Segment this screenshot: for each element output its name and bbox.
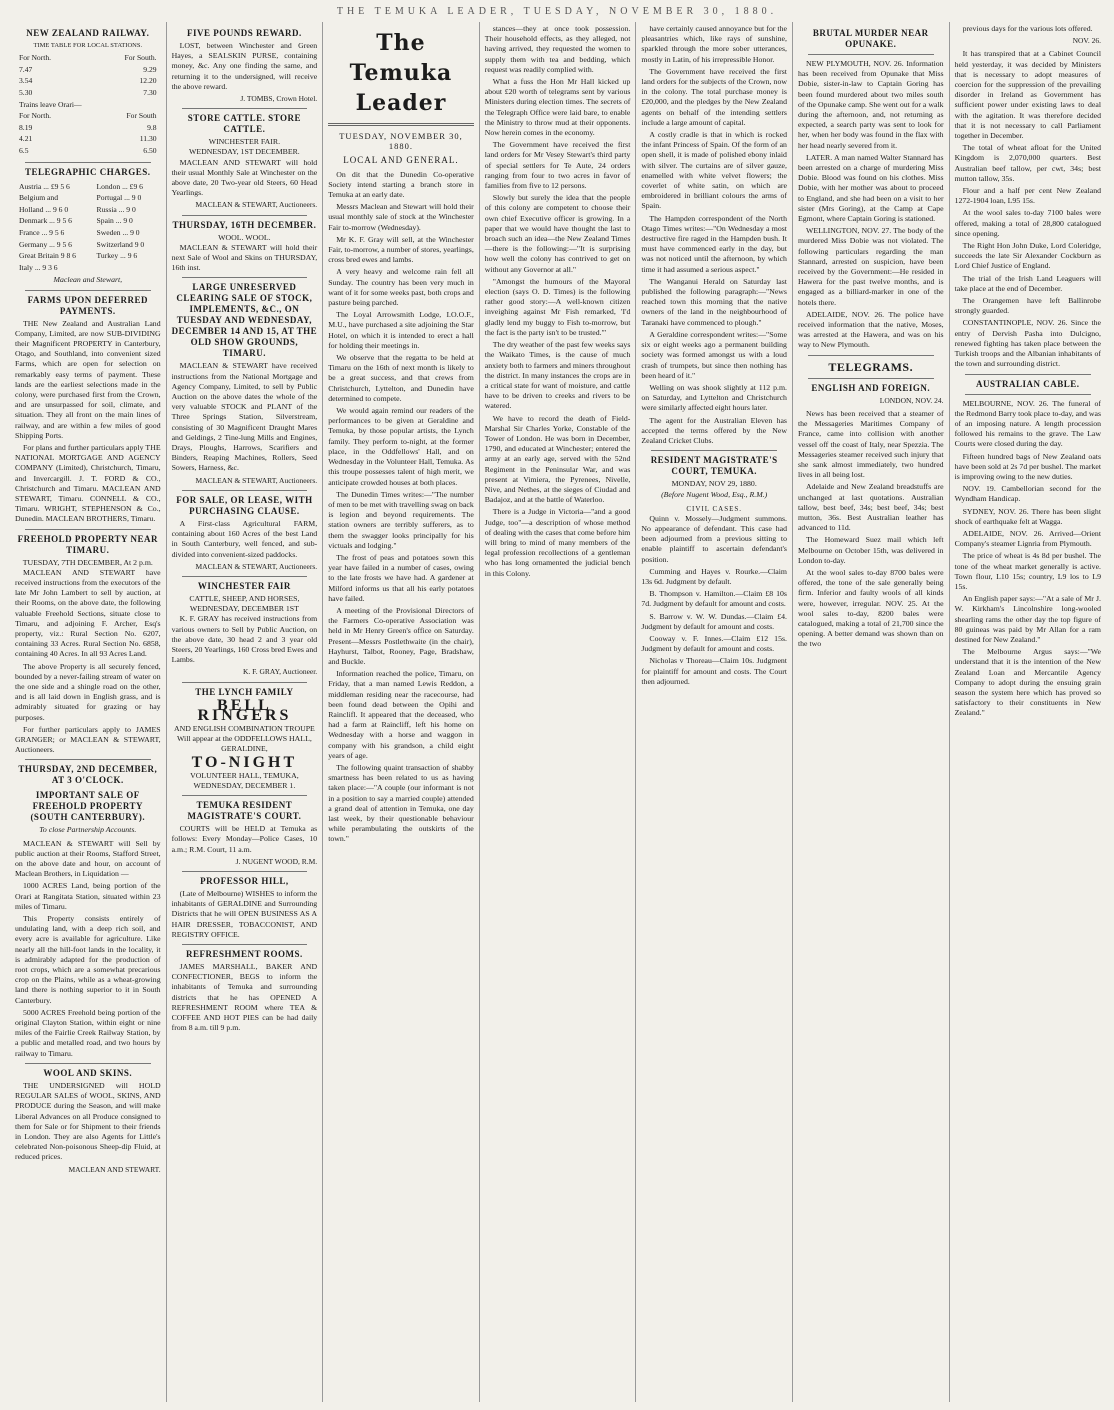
wed-date: WEDNESDAY, 1ST DECEMBER.	[189, 147, 300, 157]
acres-body: This Property consists entirely of undulating land, with a deep rich soil, and every acre is available for agriculture. Like nearly all the hill-foot lands in the locality, it is admirably adapted for the production of root crops, which are a somewhat precarious crop on the Plains, while as a wheat-growing land there is nothing superior to it in South Canterbury.	[15, 914, 161, 1005]
article-paragraph: ADELAIDE, NOV. 26. Arrived—Orient Company's steamer Lignria from Plymouth.	[954, 528, 1101, 549]
column-6	[793, 22, 950, 1402]
article-paragraph: The following quaint transaction of shabby smartness has been related to us as having taken place:—"A couple (our informant is not in a position to say a married couple) attended a grand deal of attention in Temuka, one day last week, by their questionable behaviour while perambulating the outskirts of the town."	[328, 762, 474, 844]
court-case: S. Barrow v. W. W. Dundas.—Claim £4. Judgment by default for amount and costs.	[641, 611, 787, 631]
article-paragraph: Mr K. F. Gray will sell, at the Winchester Fair, to-morrow, a number of stores, yearlings, cross bred ewes and lambs.	[328, 234, 474, 265]
telegraph-cell: Switzerland 9 0	[96, 239, 145, 249]
article-paragraph: We would again remind our readers of the performances to be given at Geraldine and Temuka, by those popular artists, the Lynch family. They perform to-night, at the former place, in the Oddfellows' Hall, and on Wednesday in the Volunteer Hall, Temuka. As this troupe possesses talent of high merit, we anticipate crowded houses at both places.	[328, 406, 474, 487]
article-paragraph: A Geraldine correspondent writes:—"Some six or eight weeks ago a permanent building society was formed amongst us with a loud crash of trumpets, but since then nothing has been heard of it."	[641, 329, 787, 380]
article-paragraph: NEW PLYMOUTH, NOV. 26. Information has been received from Opunake that Miss Dobie, sister-in-law to Captain Goring has been found murdered about two miles south of the Opunake camp. She went out for a walk during the afternoon, and, not returning as expected, a search party was sent to look for her, when her body was found in the flax with her head nearly severed from it.	[797, 59, 944, 150]
timetable-cell: 6.5	[19, 145, 29, 155]
article-paragraph: The Government have received the first land orders for the subjects of the Crown, now in the colony. The total purchase money is £20,000, and the pledges by the New Zealand agents on behalf of the intending settlers include a large amount of capital.	[641, 66, 787, 127]
nov26-dateline: NOV. 26.	[1072, 36, 1101, 46]
partnership-body: MACLEAN & STEWART will Sell by public auction at their Rooms, Stafford Street, on the above date and hour, on account of Maclean Brothers, in Liquidation —	[15, 838, 161, 879]
court-case: Nicholas v Thoreau—Claim 10s. Judgment for plaintiff for amount and costs. The Court then adjourned.	[641, 656, 787, 686]
article-paragraph: Fifteen hundred bags of New Zealand oats have been sold at 2s 7d per bushel. The market is improving owing to the new duties.	[954, 451, 1101, 481]
article-paragraph: The Wanganui Herald on Saturday last published the following paragraph:—"News reached town this morning that the native owners of the land in the neighbourhood of Taranaki have commenced to plough."	[641, 276, 787, 327]
column-1	[10, 22, 167, 1402]
telegraph-cell: Holland ... 9 6 0	[19, 204, 69, 214]
to-night: TO-NIGHT	[191, 753, 298, 771]
article-paragraph: The Melbourne Argus says:—"We understand that it is the intention of the New Zealand Loan and Mercantile Agency Company to adopt during the ensuing grain season the system here which has proved so satisfactory to their constituents in New Zealand."	[954, 647, 1101, 718]
rm-court-title: TEMUKA RESIDENT MAGISTRATE'S COURT.	[187, 800, 302, 822]
forsale-title: FOR SALE, OR LEASE, WITH PURCHASING CLAUSE.	[176, 494, 313, 516]
court-case: Cooway v. F. Innes.—Claim £12 15s. Judgment by default for amount and costs.	[641, 633, 787, 654]
timetable-cell	[110, 100, 159, 110]
telegraph-cell: Portugal ... 9 0	[96, 193, 142, 203]
column-4	[480, 22, 637, 1402]
telegraph-cell: Denmark ... 9 5 6	[19, 216, 72, 226]
reward-title: FIVE POUNDS REWARD.	[187, 28, 302, 38]
reward-body: LOST, between Winchester and Green Hayes, a SEALSKIN PURSE, containing money, &c. Any one finding the same, and returning it to the undersigned, will receive the above reward.	[171, 41, 318, 91]
article-paragraph: The Orangemen have left Ballinrobe strongly guarded.	[954, 296, 1101, 316]
professor-hill: PROFESSOR HILL,	[200, 875, 289, 886]
clearing-signature: MACLEAN & STEWART, Auctioneers.	[195, 475, 318, 485]
court-date: MONDAY, NOV 29, 1880.	[671, 479, 757, 489]
freehold-apply: For further particulars apply to JAMES GRANGER; or MACLEAN & STEWART, Auctioneers.	[15, 724, 161, 755]
rm-court-signature: J. NUGENT WOOD, R.M.	[235, 856, 318, 866]
article-paragraph: Slowly but surely the idea that the people of this colony are competent to choose their own chief Executive officer is growing. In a paper that we would have thought the last to broach such an idea—the New Zealand Times—there is the following:—"It is surprising how well the colony has contrived to get on without any Governor at all."	[484, 193, 631, 274]
timetable-cell: 9.8	[147, 122, 157, 132]
murder-title: BRUTAL MURDER NEAR OPUNAKE.	[812, 28, 929, 49]
gray-body: K. F. GRAY has received instructions from various owners to Sell by Public Auction, on the above date, 30 head 2 and 3 year old Steers, 20 Yearlings, 160 Cross bred Ewes and Lambs.	[171, 614, 318, 665]
telegraph-title: TELEGRAPHIC CHARGES.	[25, 166, 151, 177]
agents-line: Maclean and Stewart,	[53, 275, 123, 285]
article-paragraph: WELLINGTON, NOV. 27. The body of the murdered Miss Dobie was not violated. The following particulars regarding the man Stannard, arrested on suspicion, have been received by the Government:—He resided in Hawera for the past twelve months, and is engaged as a billiard-marker in one of the hotels there.	[797, 226, 944, 307]
column-5	[636, 22, 793, 1402]
article-paragraph: have certainly caused annoyance but for the pleasantries which, like rays of sunshine, sparkled through the more sober utterances, mostly in Latin, of his irrepressible Honor.	[641, 24, 787, 64]
article-paragraph: The price of wheat is 4s 8d per bushel. The tone of the wheat market generally is active. Town flour, L10 15s; country, L9 los to L9 15s.	[954, 551, 1101, 591]
farms-contact: For plans and further particulars apply THE NATIONAL MORTGAGE AND AGENCY COMPANY (Limited), Christchurch, Timaru, and Invercargill. J. T. FORD & CO., Christchurch and Timaru. MACLEAN AND STEWART, Timaru. CONNELL & CO., Timaru. WRIGHT, STEPHENSON & Co., Dunedin. MACLEAN BROTHERS, Timaru.	[15, 442, 161, 524]
rm-court-body: COURTS will be HELD at Temuka as follows: Every Monday—Police Cases, 10 a.m.; R.M. Court, 11 a.m.	[171, 824, 318, 854]
article-paragraph: Adelaide and New Zealand breadstuffs are unchanged at last quotations. Australian tallow, best beef, 34s; best beef, 34s; best mutton, 36s. Best Australian leather has advanced to 11d.	[797, 482, 944, 533]
important-sale-title: IMPORTANT SALE OF FREEHOLD PROPERTY (SOUTH CANTERBURY).	[30, 790, 146, 823]
freehold-terms: The above Property is all securely fenced, bounded by a never-failing stream of water on the one side and a shingle road on the other, and is all laid down in English grass, and is admirably situated for grazing or hay purposes.	[15, 661, 161, 722]
refreshment-body: JAMES MARSHALL, BAKER AND CONFECTIONER, BEGS to inform the inhabitants of Temuka and surrounding districts that he has OPENED A REFRESHMENT ROOM where TEA & COFFEE AND HOT PIES can be had daily from 8 a.m. till 9 p.m.	[171, 961, 318, 1033]
court-before: (Before Nugent Wood, Esq., R.M.)	[661, 490, 768, 500]
article-paragraph: The frost of peas and potatoes sown this year have failed in a number of cases, owing to the late frosts we have had. A gardener at Milford informs us that all his early potatoes have failed.	[328, 552, 474, 603]
newspaper-columns	[10, 22, 1106, 1402]
local-heading: LOCAL AND GENERAL.	[343, 155, 459, 166]
telegraph-cell: Belgium and	[19, 193, 59, 203]
telegrams-title: TELEGRAMS.	[828, 359, 914, 374]
railway-subtitle: TIME TABLE FOR LOCAL STATIONS.	[33, 42, 143, 49]
timetable-cell: 4.21	[19, 134, 33, 144]
page-header: THE TEMUKA LEADER, TUESDAY, NOVEMBER 30, 1880.	[336, 5, 778, 17]
reward-signature: J. TOMBS, Crown Hotel.	[240, 94, 318, 104]
article-paragraph: News has been received that a steamer of the Messageries Maritimes Company of France, came into collision with another vessel off the coast of Italy, near Spezzia. The Messageries steamer received such injury that she sank almost immediately, two hundred lives in all being lost.	[797, 408, 944, 480]
timetable-cell: 7.30	[143, 87, 157, 97]
article-paragraph: The Government have received the first land orders for Mr Vesey Stewart's third party of special settlers for Te Aute, 24 orders ranging from four to two acres in favor of families from five to 12 persons.	[484, 140, 631, 191]
article-paragraph: NOV. 19. Cambellorian second for the Wyndham Handicap.	[954, 484, 1101, 504]
article-paragraph: Messrs Maclean and Stewart will hold their usual monthly sale of stock at the Winchester Fair to-morrow (Wednesday).	[328, 202, 474, 232]
column-2	[167, 22, 324, 1402]
article-paragraph: LATER. A man named Walter Stannard has been arrested on a charge of murdering Miss Dobie. Blood was found on his clothes. Miss Dobie, with her mother was about to proceed to England, and she had been on a visit to her sister (Mrs Goring), at the Camp at Cape Egmont, where Captain Goring is stationed.	[797, 152, 944, 224]
timetable-cell: 6.50	[143, 145, 157, 155]
column-7	[950, 22, 1106, 1402]
winchester-fair: WINCHESTER FAIR.	[208, 137, 281, 147]
telegraph-cell: Italy ... 9 3 6	[19, 262, 58, 272]
timetable-cell: 8.19	[19, 122, 33, 132]
wfair-title: WINCHESTER FAIR	[197, 580, 291, 591]
freehold-title: FREEHOLD PROPERTY NEAR TIMARU.	[17, 533, 158, 555]
farms-title: FARMS UPON DEFERRED PAYMENTS.	[27, 294, 148, 316]
wool-body: THE UNDERSIGNED will HOLD REGULAR SALES of WOOL, SKINS, AND PRODUCE during the Season, and will make Liberal Advances on all Produce consigned to them for Sale or for Shipment to their friends in London. They are also Agents for Little's celebrated Non-poisonous Sheep-dip Fluid, at reduced prices.	[15, 1080, 161, 1162]
australian-cable-title: AUSTRALIAN CABLE.	[976, 378, 1080, 389]
article-paragraph: Flour and a half per cent New Zealand 1272-1904 loan, L95 15s.	[954, 186, 1101, 206]
bell-ringers: BELL RINGERS	[197, 696, 292, 724]
article-paragraph: MELBOURNE, NOV. 26. The funeral of the Redmond Barry took place to-day, and was of an imposing nature. A length procession followed his remains to the grave. The Law Courts were closed during the day.	[954, 398, 1101, 449]
telegraph-cell: Great Britain 9 8 6	[19, 251, 76, 261]
article-paragraph: At the wool sales to-day 7100 bales were offered, making a total of 28,800 catalogued since opening.	[954, 208, 1101, 238]
telegraph-cell: Turkey ... 9 6	[96, 251, 138, 261]
article-paragraph: A meeting of the Provisional Directors of the Farmers Co-operative Association was held in Mr Henry Green's office on Saturday. Present—Messrs Postlethwaite (in the chair), Hayhurst, Talbot, Rooney, Page, Bradshaw, and Buckle.	[328, 605, 474, 666]
article-paragraph: The Loyal Arrowsmith Lodge, I.O.O.F., M.U., have purchased a site adjoining the Star Hotel, on which it is intended to erect a hall for holding their meetings in.	[328, 310, 474, 350]
telegraph-cell: Sweden ... 9 0	[96, 227, 140, 237]
article-paragraph: The dry weather of the past few weeks says the Waikato Times, is the cause of much anxiety both to farmers and miners throughout the district. In many instances the crops are in a critical state for want of moisture, and cattle have to be driven to creeks and rivers to be watered.	[484, 340, 631, 411]
timetable-cell: For North.	[19, 53, 52, 63]
wool-title: WOOL AND SKINS.	[43, 1067, 133, 1078]
article-paragraph: A very heavy and welcome rain fell all Sunday. The country has been very much in want of it for some weeks past, both crops and pasture being parched.	[328, 267, 474, 308]
article-paragraph: The trial of the Irish Land Leaguers will take place at the end of December.	[954, 273, 1101, 293]
timetable-cell: For North.	[19, 111, 52, 121]
article-paragraph: SYDNEY, NOV. 26. There has been slight shock of earthquake felt at Wagga.	[954, 506, 1101, 526]
acres-5000: 5000 ACRES Freehold being portion of the original Clayton Station, within eight or nine miles of the Fairlie Creek Railway Station, by a public and metalled road, and two hours by railway to Timaru.	[15, 1007, 161, 1058]
court-title: RESIDENT MAGISTRATE'S COURT, TEMUKA.	[650, 455, 778, 477]
telegraph-cell: Austria ... £9 5 6	[19, 181, 70, 191]
court-case: Cumming and Hayes v. Rourke.—Claim 13s 6d. Judgment by default.	[641, 566, 787, 586]
telegraph-cell: London ... £9 6	[96, 181, 143, 191]
store-cattle-title: STORE CATTLE. STORE CATTLE.	[187, 113, 302, 135]
lynch-family: THE LYNCH FAMILY	[195, 686, 294, 697]
article-paragraph: What a fuss the Hon Mr Hall kicked up about £20 worth of telegrams sent by various Ministers during election times. The secrets of the Telegraph Office were laid bare, to enable the Ministry to throw mud at their opponents. Now herein comes in the economy.	[484, 77, 631, 138]
wool-sale-body: MACLEAN & STEWART will hold their next Sale of Wool and Skins on THURSDAY, 16th inst.	[171, 242, 318, 273]
article-paragraph: The Right Hon John Duke, Lord Coleridge, succeeds the late Sir Alexander Cockburn as Lord Chief Justice of England.	[954, 241, 1101, 271]
article-paragraph: The Dunedin Times writes:—"The number of men to be met with travelling swag on back is legion and beyond requirements. The station owners are terribly sufferers, as to them the swagger looks principally for his victuals and lodging."	[328, 489, 474, 550]
clearing-title: LARGE UNRESERVED CLEARING SALE OF STOCK, IMPLEMENTS, &C., ON TUESDAY AND WEDNESDAY, DECEMBER 14 AND 15, AT THE OLD SHOW GROUNDS, TIMARU.	[171, 282, 318, 359]
telegraph-cell: Germany ... 9 5 6	[19, 239, 72, 249]
article-paragraph: The Hampden correspondent of the North Otago Times writes:—"On Wednesday a most destructive fire raged in the Hampden bush. It must have commenced early in the day, but was not noticed until the afternoon, by which time it had assumed a serious aspect."	[641, 213, 787, 274]
thursday-sale: THURSDAY, 2ND DECEMBER, AT 3 O'CLOCK.	[18, 764, 158, 786]
article-paragraph: ADELAIDE, NOV. 26. The police have received information that the native, Moses, was arrested at the Hawera, and was on his way to New Plymouth.	[797, 309, 944, 350]
article-paragraph: Information reached the police, Timaru, on Friday, that a man named Lewis Reddon, a middleman residing near the racecourse, had been found dead between the Opihi and Rainclifl. It appeared that the deceased, who had a farm at Raincliff, left his home on Wednesday with a horse and waggon in company with his grandson, a child eight years of age.	[328, 669, 474, 760]
volunteer-hall: VOLUNTEER HALL, TEMUKA, WEDNESDAY, DECEMBER 1.	[190, 770, 299, 790]
cattle-line: CATTLE, SHEEP, AND HORSES,	[189, 593, 300, 603]
timetable-cell: 11.30	[139, 134, 157, 144]
article-paragraph: On dit that the Dunedin Co-operative Society intend starting a branch store in Temuka at an early date.	[328, 169, 474, 200]
railway-title: NEW ZEALAND RAILWAY.	[26, 28, 150, 38]
thursday16: THURSDAY, 16TH DECEMBER.	[172, 219, 317, 230]
article-continued: previous days for the various lots offered.	[962, 24, 1093, 33]
article-paragraph: stances—they at once took possession. Their household effects, as they alleged, not having arrived, they requested the women to supply them with tea and bedding, which request was readily complied with.	[484, 24, 631, 74]
farms-body: THE New Zealand and Australian Land Company, Limited, are now SUB-DIVIDING their Magnificent PROPERTY in Canterbury, Otago, and Southland, into convenient sized Farms, which are open for selection on remarkably easy terms of payment. These lands are the earliest selections made in the colony, were purchased first from the Crown, and are unsurpassed for soil, climate, and situation. They all front on the main lines of railway, and are within a few miles of good Shipping Ports.	[15, 318, 161, 440]
freehold-body: MACLEAN AND STEWART have received instructions from the executors of the late Mr John Lambert to sell by auction, at their Rooms, on the above date, the following valuable Freehold Sections, situate close to Timaru, and adjoining F. Archer, Esq's property, viz.: Rural Section No. 6207, containing 33 Acres. Rural Section No. 6858, containing 40 Acres. In all 93 Acres Land.	[15, 567, 161, 659]
freehold-date: TUESDAY, 7TH DECEMBER, At 2 p.m.	[22, 557, 153, 567]
telegraph-cell: France ... 9 5 6	[19, 227, 65, 237]
civil-cases: CIVIL CASES.	[686, 504, 743, 513]
clearing-body: MACLEAN & STEWART have received instructions from the National Mortgage and Agency Company, Limited, to sell by Public Auction on the above dates the whole of the very valuable STOCK and PLANT of the Three Springs Station, Silverstream, consisting of 30 Magnificent Draught Mares and Geldings, 2 Tine-lung Mills and Engines, Drays, Ploughs, Harrows, Scarifiers and Binders, Reaping Machines, Rollers, Seed Sowers, Harness, &c.	[171, 361, 318, 473]
masthead: The Temuka Leader	[349, 30, 453, 116]
dateline: TUESDAY, NOVEMBER 30, 1880.	[339, 131, 463, 152]
wool-signature: MACLEAN AND STEWART.	[68, 1164, 161, 1174]
timetable-cell: 3.54	[19, 76, 33, 86]
wool-wool: WOOL. WOOL.	[218, 232, 271, 242]
troupe-line: AND ENGLISH COMBINATION TROUPE Will appear at the ODDFELLOWS HALL, GERALDINE,	[173, 723, 315, 754]
english-foreign-title: ENGLISH AND FOREIGN.	[811, 382, 931, 393]
wed1-line: WEDNESDAY, DECEMBER 1ST	[189, 604, 299, 614]
london-dateline: LONDON, NOV. 24.	[879, 395, 944, 405]
forsale-body: A First-class Agricultural FARM, containing about 160 Acres of the best Land in South Canterbury, well fenced, and sub-divided into convenient-sized paddocks.	[171, 518, 318, 559]
timetable-cell: Trains leave Orari—	[19, 99, 82, 109]
article-paragraph: A costly cradle is that in which is rocked the infant Princess of Spain. Of the form of an open shell, it is made of polished ebony inlaid with silver. The curtains are of silver gauze, enamelled with white velvet flowers; the coverlet of white satin, on which are embroidered in brilliant colours the arms of Spain.	[641, 130, 787, 211]
article-paragraph: It has transpired that at a Cabinet Council held yesterday, it was decided by Ministers that is necessary to adopt measures of coercion for the suppression of the prevailing disorder in Ireland as Government has sufficient power under existing laws to deal with the agitation. It was therefore decided that it is not necessary to call Parliament together in December.	[954, 49, 1101, 141]
telegraph-table	[15, 180, 161, 275]
article-paragraph: CONSTANTINOPLE, NOV. 26. Since the entry of Dervish Pasha into Dulcigno, renewed fighting has taken place between the Turkish troops and the Albanian inhabitants of the town and surrounding district.	[954, 318, 1101, 369]
partnership-note: To close Partnership Accounts.	[39, 825, 137, 835]
refreshment-title: REFRESHMENT ROOMS.	[185, 948, 303, 959]
column-3	[323, 22, 480, 1402]
timetable-cell: For South	[126, 111, 157, 121]
railway-timetable	[15, 51, 161, 157]
article-paragraph: At the wool sales to-day 8700 bales were offered, the tone of the sale generally being firm. Inferior and faulty wools of all kinds were, however, irregular. NOV. 25. At the wool sales to-day, 8200 bales were catalogued, making a total of 21,700 since the opening. A better demand was shown than on the two	[797, 567, 944, 649]
forsale-signature: MACLEAN & STEWART, Auctioneers.	[195, 561, 318, 571]
timetable-cell: For South.	[124, 53, 157, 63]
article-paragraph: We have to record the death of Field-Marshal Sir Charles Yorke, Constable of the Tower of London. He was born in December, 1790, and educated at Winchester; entered the army at an early age, served with the 52nd Regiment in the Peninsular War, and was present at Vimiera, the Pyrenees, Nivelle, Nive, and Nethes, at the sieges of Ciudad and Badajoz, and at the battle of Waterloo.	[484, 413, 631, 505]
article-paragraph: The agent for the Australian Eleven has accepted the terms offered by the New Zealand Cricket Clubs.	[641, 415, 787, 445]
article-paragraph: We observe that the regatta to be held at Timaru on the 16th of next month is likely to be a great success, and that crews from Christchurch, Lyttelton, and Dunedin have determined to compete.	[328, 353, 474, 403]
court-case: Quinn v. Mossely—Judgment summons. No appearance of defendant. This case had been adjourned from a previous sitting to enable plaintiff to ascertain defendant's position.	[641, 513, 787, 564]
store-signature: MACLEAN & STEWART, Auctioneers.	[195, 200, 318, 210]
article-paragraph: The Homeward Suez mail which left Melbourne on October 15th, was delivered in London to-day.	[797, 535, 944, 565]
timetable-cell: 12.20	[139, 76, 157, 86]
gray-signature: K. F. GRAY, Auctioneer.	[242, 667, 318, 677]
article-paragraph: Welling on was shook slightly at 112 p.m. on Saturday, and Lyttelton and Christchurch were similarly affected eight hours later.	[641, 382, 787, 413]
acres-1000: 1000 ACRES Land, being portion of the Orari at Rangitata Station, situated within 23 miles of Timaru.	[15, 881, 161, 911]
timetable-cell: 7.47	[19, 64, 33, 74]
article-paragraph: There is a Judge in Victoria—"and a good Judge, too"—a description of whose method of dealing with the cases that come before him will bring to mind of many members of the legal profession recollections of a gentleman who has long ornamented the judicial bench in this Colony.	[484, 507, 631, 578]
hill-body: (Late of Melbourne) WISHES to inform the inhabitants of GERALDINE and Surrounding Districts that he will OPEN BUSINESS AS A HAIR DRESSER, TOBACCONIST, AND REGISTRY OFFICE.	[171, 888, 318, 939]
court-case: B. Thompson v. Hamilton.—Claim £8 10s 7d. Judgment by default for amount and costs.	[641, 589, 787, 609]
article-paragraph: An English paper says:—"At a sale of Mr J. W. Kirkham's Lincolnshire long-wooled shearling rams the other day the top figure of 80 guineas was paid by Mr Allan for a ram destined for New Zealand."	[954, 594, 1101, 644]
store-body: MACLEAN AND STEWART will hold their usual Monthly Sale at Winchester on the above date, 20 Two-year old Steers, 60 Head Yearlings.	[171, 157, 318, 198]
telegraph-cell: Russia ... 9 0	[96, 204, 136, 214]
timetable-cell: 5.30	[19, 87, 33, 97]
timetable-cell: 9.29	[143, 64, 157, 74]
telegraph-cell: Spain ... 9 0	[96, 216, 133, 226]
article-paragraph: "Amongst the humours of the Mayoral election (says O. D. Times) is the following rather good story:—A well-known citizen inveighing against Mr Fish remarked, 'I'd gladly lend my buggy to Fish to-morrow, but the fact is the party isn't to be trusted.'"	[484, 276, 631, 337]
article-paragraph: The total of wheat afloat for the United Kingdom is 2,070,000 quarters. Best Australian beef tallow, per cwt, 34s; best mutton tallow, 35s.	[954, 143, 1101, 183]
